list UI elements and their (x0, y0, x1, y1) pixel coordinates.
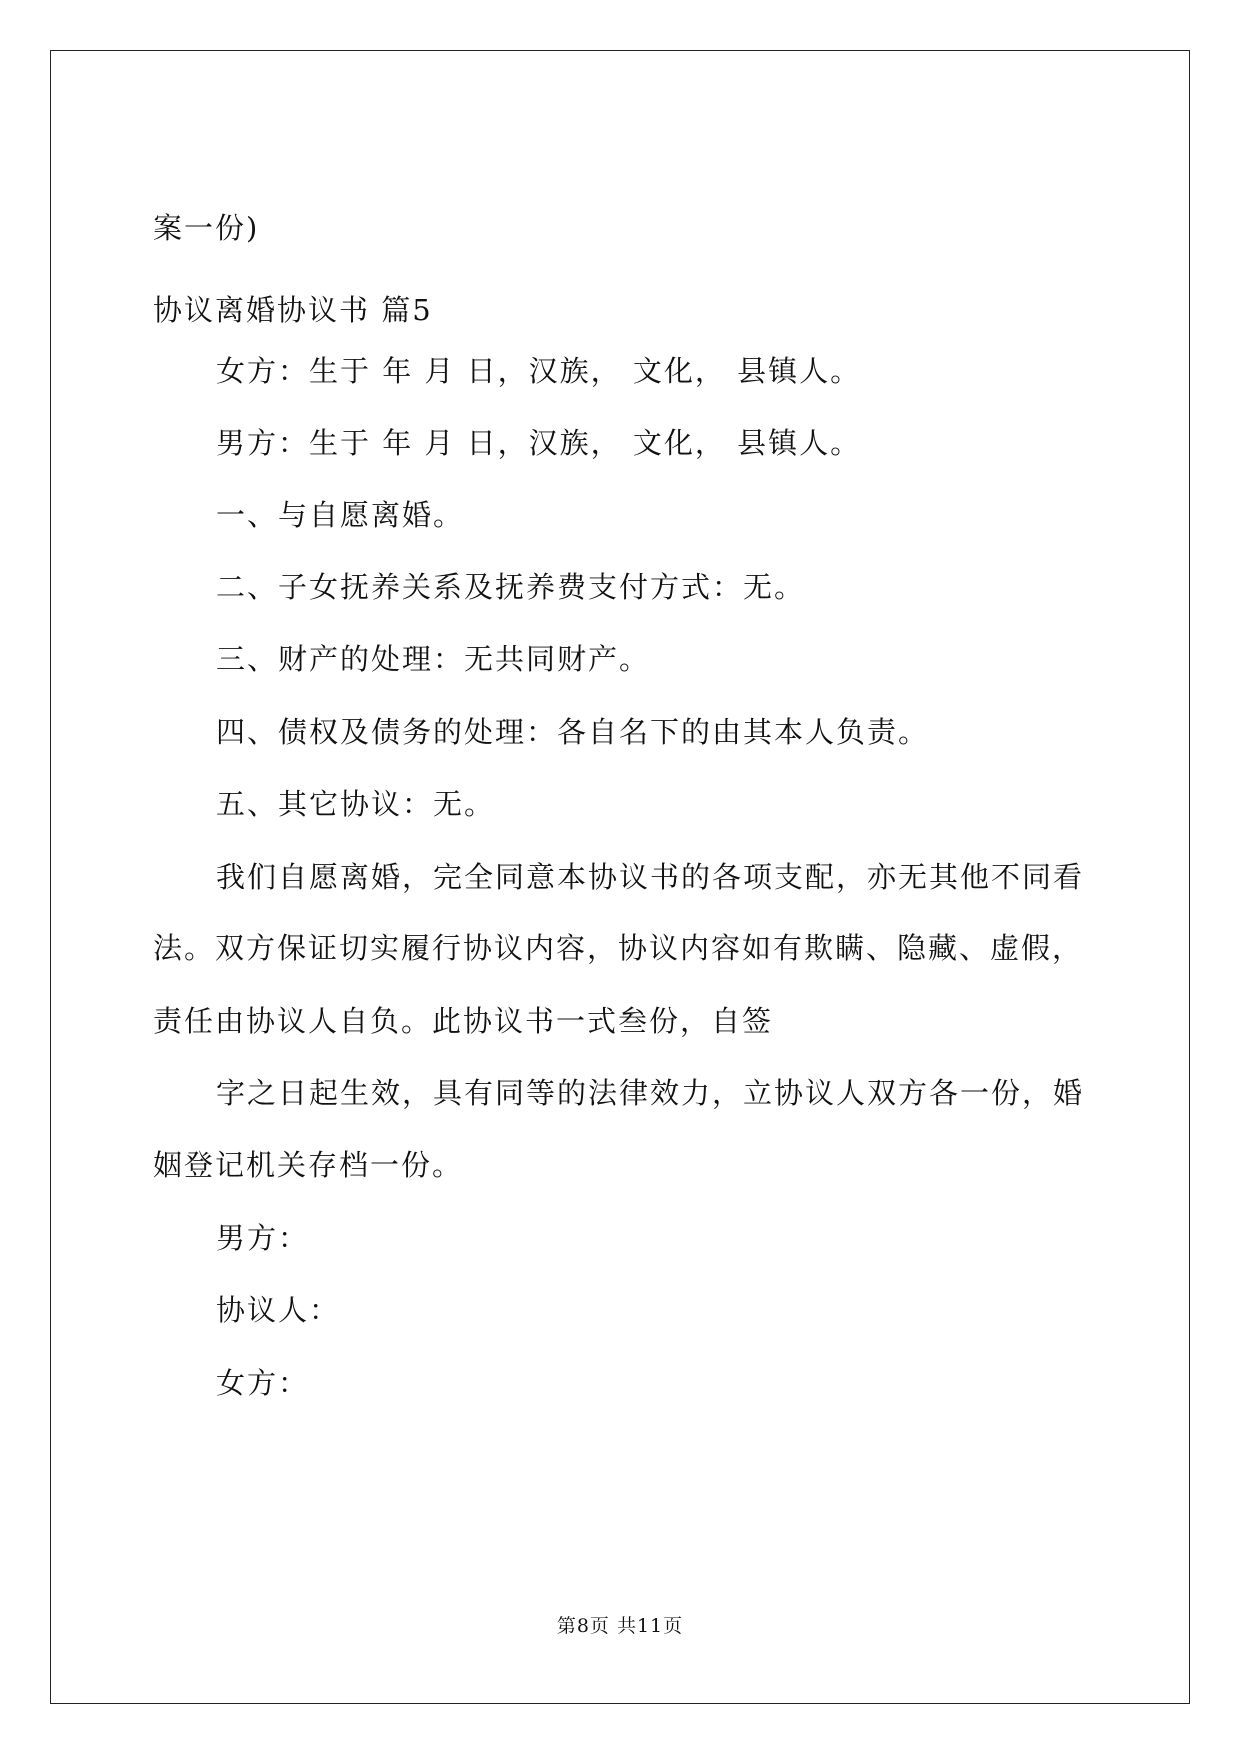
paragraph-line: 法。双方保证切实履行协议内容，协议内容如有欺瞒、隐藏、虚假， (153, 931, 1084, 965)
signature-female: 女方： (216, 1366, 310, 1400)
text-line-male-party: 男方：生于 年 月 日，汉族， 文化， 县镇人。 (216, 426, 862, 460)
signature-male: 男方： (216, 1221, 310, 1255)
paragraph-line: 责任由协议人自负。此协议书一式叁份，自签 (153, 1004, 774, 1038)
paragraph-line: 字之日起生效，具有同等的法律效力，立协议人双方各一份，婚 (216, 1076, 1085, 1110)
text-line-female-party: 女方：生于 年 月 日，汉族， 文化， 县镇人。 (216, 354, 862, 388)
clause-5: 五、其它协议：无。 (216, 787, 496, 821)
paragraph-line: 姻登记机关存档一份。 (153, 1148, 464, 1182)
clause-1: 一、与自愿离婚。 (216, 498, 465, 532)
text-line-continuation: 案一份) (153, 211, 260, 245)
page-number: 第8页 共11页 (556, 1615, 684, 1637)
page-frame (50, 50, 1190, 1704)
clause-4: 四、债权及债务的处理：各自名下的由其本人负责。 (216, 715, 930, 749)
paragraph-line: 我们自愿离婚，完全同意本协议书的各项支配，亦无其他不同看 (216, 860, 1085, 894)
signature-parties: 协议人： (216, 1293, 341, 1327)
clause-3: 三、财产的处理：无共同财产。 (216, 642, 651, 676)
clause-2: 二、子女抚养关系及抚养费支付方式：无。 (216, 570, 806, 604)
section-heading: 协议离婚协议书 篇5 (153, 293, 433, 327)
